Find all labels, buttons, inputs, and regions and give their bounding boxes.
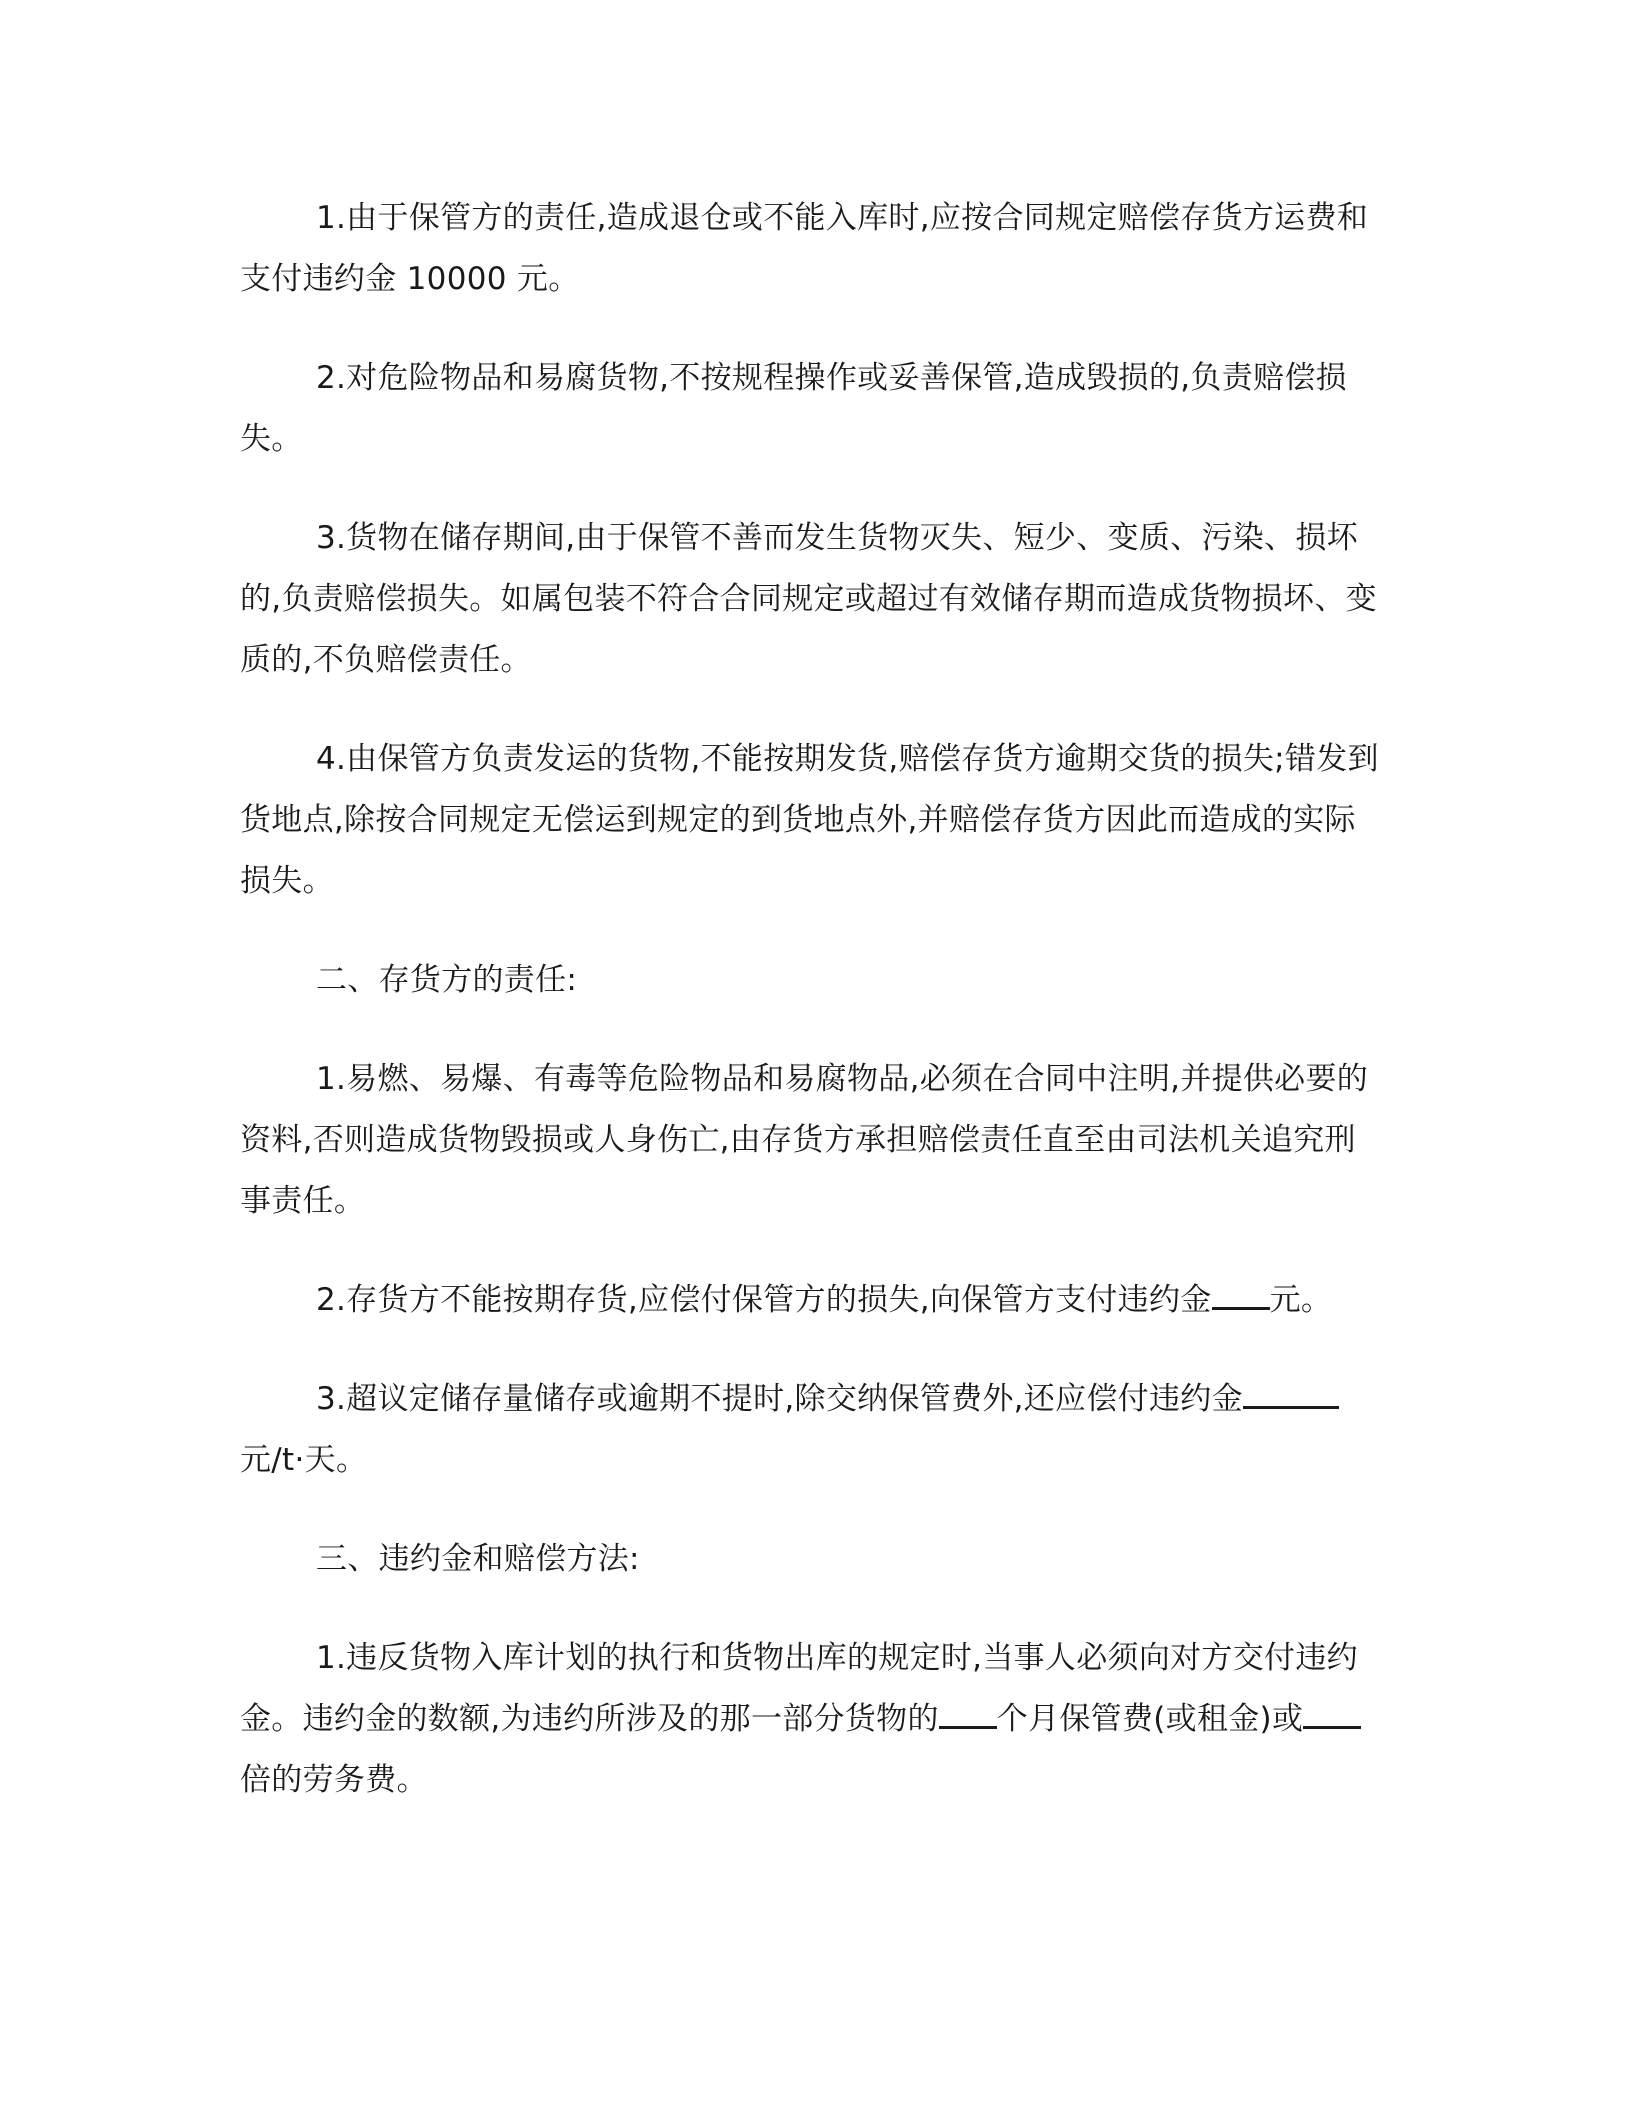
document-body [240, 188, 1382, 1811]
fill-blank [939, 1702, 997, 1729]
depositor-clause-3-tail: 元/t·天。 [240, 1442, 368, 1478]
depositor-clause-2-tail: 元。 [1269, 1282, 1333, 1318]
section-heading-depositor-responsibility: 二、存货方的责任: [316, 962, 578, 998]
penalty-clause-1-mid: 个月保管费(或租金)或 [996, 1701, 1304, 1737]
depositor-clause-2-paragraph [240, 1270, 1382, 1331]
fill-blank [1212, 1283, 1270, 1310]
clause-3-paragraph: 3.货物在储存期间,由于保管不善而发生货物灭失、短少、变质、污染、损坏的,负责赔偿损失。如属包装不符合合同规定或超过有效储存期而造成货物损坏、变质的,不负赔偿责任。 [240, 520, 1377, 678]
penalty-clause-1-paragraph [240, 1628, 1382, 1811]
section-heading-penalty-methods: 三、违约金和赔偿方法: [316, 1541, 640, 1577]
penalty-clause-1-tail: 倍的劳务费。 [240, 1762, 428, 1798]
clause-2-paragraph: 2.对危险物品和易腐货物,不按规程操作或妥善保管,造成毁损的,负责赔偿损失。 [240, 360, 1347, 457]
fill-blank [1303, 1702, 1361, 1729]
depositor-clause-3-paragraph [240, 1369, 1382, 1491]
depositor-clause-1-paragraph: 1.易燃、易爆、有毒等危险物品和易腐物品,必须在合同中注明,并提供必要的资料,否则造成货物毁损或人身伤亡,由存货方承担赔偿责任直至由司法机关追究刑事责任。 [240, 1061, 1369, 1219]
clause-4-paragraph: 4.由保管方负责发运的货物,不能按期发货,赔偿存货方逾期交货的损失;错发到货地点,除按合同规定无偿运到规定的到货地点外,并赔偿存货方因此而造成的实际损失。 [240, 741, 1379, 899]
depositor-clause-2-text: 2.存货方不能按期存货,应偿付保管方的损失,向保管方支付违约金 [316, 1282, 1212, 1318]
penalty-clause-1-text: 1.违反货物入库计划的执行和货物出库的规定时,当事人必须向对方交付违约金。违约金的数额,为违约所涉及的那一部分货物的 [240, 1640, 1358, 1737]
clause-1-paragraph: 1.由于保管方的责任,造成退仓或不能入库时,应按合同规定赔偿存货方运费和支付违约金 10000 元。 [240, 200, 1369, 297]
fill-blank [1243, 1382, 1339, 1409]
depositor-clause-3-text: 3.超议定储存量储存或逾期不提时,除交纳保管费外,还应偿付违约金 [316, 1381, 1243, 1417]
